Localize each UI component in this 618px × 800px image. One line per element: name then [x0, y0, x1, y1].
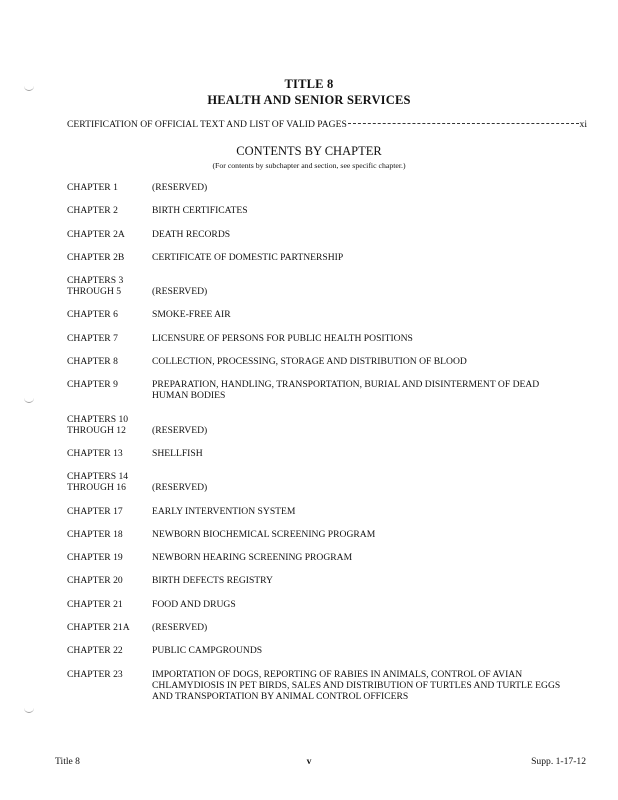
chapter-row [67, 622, 567, 633]
chapter-title: CERTIFICATE OF DOMESTIC PARTNERSHIP [152, 251, 344, 263]
chapter-number: CHAPTER 21 [67, 598, 123, 610]
chapter-title: FOOD AND DRUGS [152, 598, 236, 610]
chapter-title: (RESERVED) [152, 622, 208, 634]
contents-heading: CONTENTS BY CHAPTER [236, 144, 382, 158]
chapter-row [67, 229, 567, 240]
chapter-number: CHAPTERS 10 THROUGH 12 [67, 413, 129, 436]
chapter-number: CHAPTER 2B [67, 251, 125, 263]
chapter-number: CHAPTER 1 [67, 182, 118, 193]
scan-mark [24, 398, 34, 403]
chapter-title: PUBLIC CAMPGROUNDS [152, 645, 263, 657]
chapter-number: CHAPTER 2 [67, 205, 118, 217]
chapter-number: CHAPTER 8 [67, 356, 118, 368]
chapter-title: (RESERVED) [152, 182, 208, 193]
chapter-row [67, 575, 567, 586]
chapter-row [67, 599, 567, 610]
chapter-row [67, 275, 567, 297]
chapter-row [67, 252, 567, 263]
chapter-number: CHAPTER 23 [67, 668, 123, 680]
scan-mark [24, 708, 34, 713]
certification-page-ref: xi [579, 119, 587, 130]
chapter-row [67, 506, 567, 517]
chapter-row [67, 379, 567, 401]
chapter-number: CHAPTER 19 [67, 552, 123, 564]
chapter-title: DEATH RECORDS [152, 228, 231, 240]
chapter-number: CHAPTER 21A [67, 622, 130, 634]
chapter-row [67, 333, 567, 344]
chapter-title: (RESERVED) [152, 482, 208, 494]
chapter-row [67, 529, 567, 540]
chapter-number: CHAPTER 20 [67, 575, 123, 587]
contents-subheading: (For contents by subchapter and section, see specific chapter.) [212, 161, 406, 170]
chapter-row [67, 182, 567, 193]
chapter-row [67, 471, 567, 493]
chapter-number: CHAPTER 2A [67, 228, 125, 240]
chapter-row [67, 645, 567, 656]
chapter-number: CHAPTER 7 [67, 332, 118, 344]
chapter-number: CHAPTER 22 [67, 645, 123, 657]
chapter-row [67, 309, 567, 320]
chapter-list [67, 182, 567, 714]
chapter-title: NEWBORN HEARING SCREENING PROGRAM [152, 552, 353, 564]
footer-title: Title 8 [55, 756, 80, 767]
chapter-title: EARLY INTERVENTION SYSTEM [152, 505, 296, 517]
chapter-title: NEWBORN BIOCHEMICAL SCREENING PROGRAM [152, 528, 376, 540]
chapter-number: CHAPTER 6 [67, 309, 118, 321]
chapter-title: LICENSURE OF PERSONS FOR PUBLIC HEALTH POSITIONS [152, 332, 413, 344]
chapter-title: SHELLFISH [152, 447, 203, 459]
chapter-row [67, 356, 567, 367]
title-name: HEALTH AND SENIOR SERVICES [207, 93, 411, 107]
footer-supplement-date: Supp. 1-17-12 [531, 756, 586, 767]
chapter-title: BIRTH CERTIFICATES [152, 205, 248, 217]
chapter-row [67, 669, 567, 702]
chapter-row [67, 552, 567, 563]
title-number: TITLE 8 [284, 77, 334, 91]
chapter-number: CHAPTERS 3 THROUGH 5 [67, 275, 124, 298]
chapter-row [67, 448, 567, 459]
chapter-row [67, 414, 567, 436]
footer-page-number: v [306, 756, 312, 767]
chapter-title: BIRTH DEFECTS REGISTRY [152, 575, 273, 587]
dot-leader [348, 123, 579, 124]
chapter-number: CHAPTER 9 [67, 379, 118, 391]
chapter-number: CHAPTER 18 [67, 528, 123, 540]
chapter-title: IMPORTATION OF DOGS, REPORTING OF RABIES IN ANIMALS, CONTROL OF AVIAN CHLAMYDIOSIS IN PET BIRDS, SALES AND DISTRIBUTION OF TURTLES AND TURTLE EGGS AND TRANSPORTATION BY ANIMAL CONTROL OFFICERS [152, 668, 561, 702]
chapter-title: COLLECTION, PROCESSING, STORAGE AND DISTRIBUTION OF BLOOD [152, 356, 467, 368]
chapter-number: CHAPTER 13 [67, 447, 123, 459]
certification-text: CERTIFICATION OF OFFICIAL TEXT AND LIST OF VALID PAGES [67, 119, 347, 130]
chapter-number: CHAPTERS 14 THROUGH 16 [67, 471, 129, 494]
chapter-row [67, 205, 567, 216]
chapter-title: (RESERVED) [152, 286, 208, 298]
certification-line [67, 119, 587, 130]
chapter-title: SMOKE-FREE AIR [152, 309, 231, 321]
chapter-number: CHAPTER 17 [67, 505, 123, 517]
chapter-title: (RESERVED) [152, 424, 208, 436]
chapter-title: PREPARATION, HANDLING, TRANSPORTATION, BURIAL AND DISINTERMENT OF DEAD HUMAN BODIES [152, 379, 540, 402]
